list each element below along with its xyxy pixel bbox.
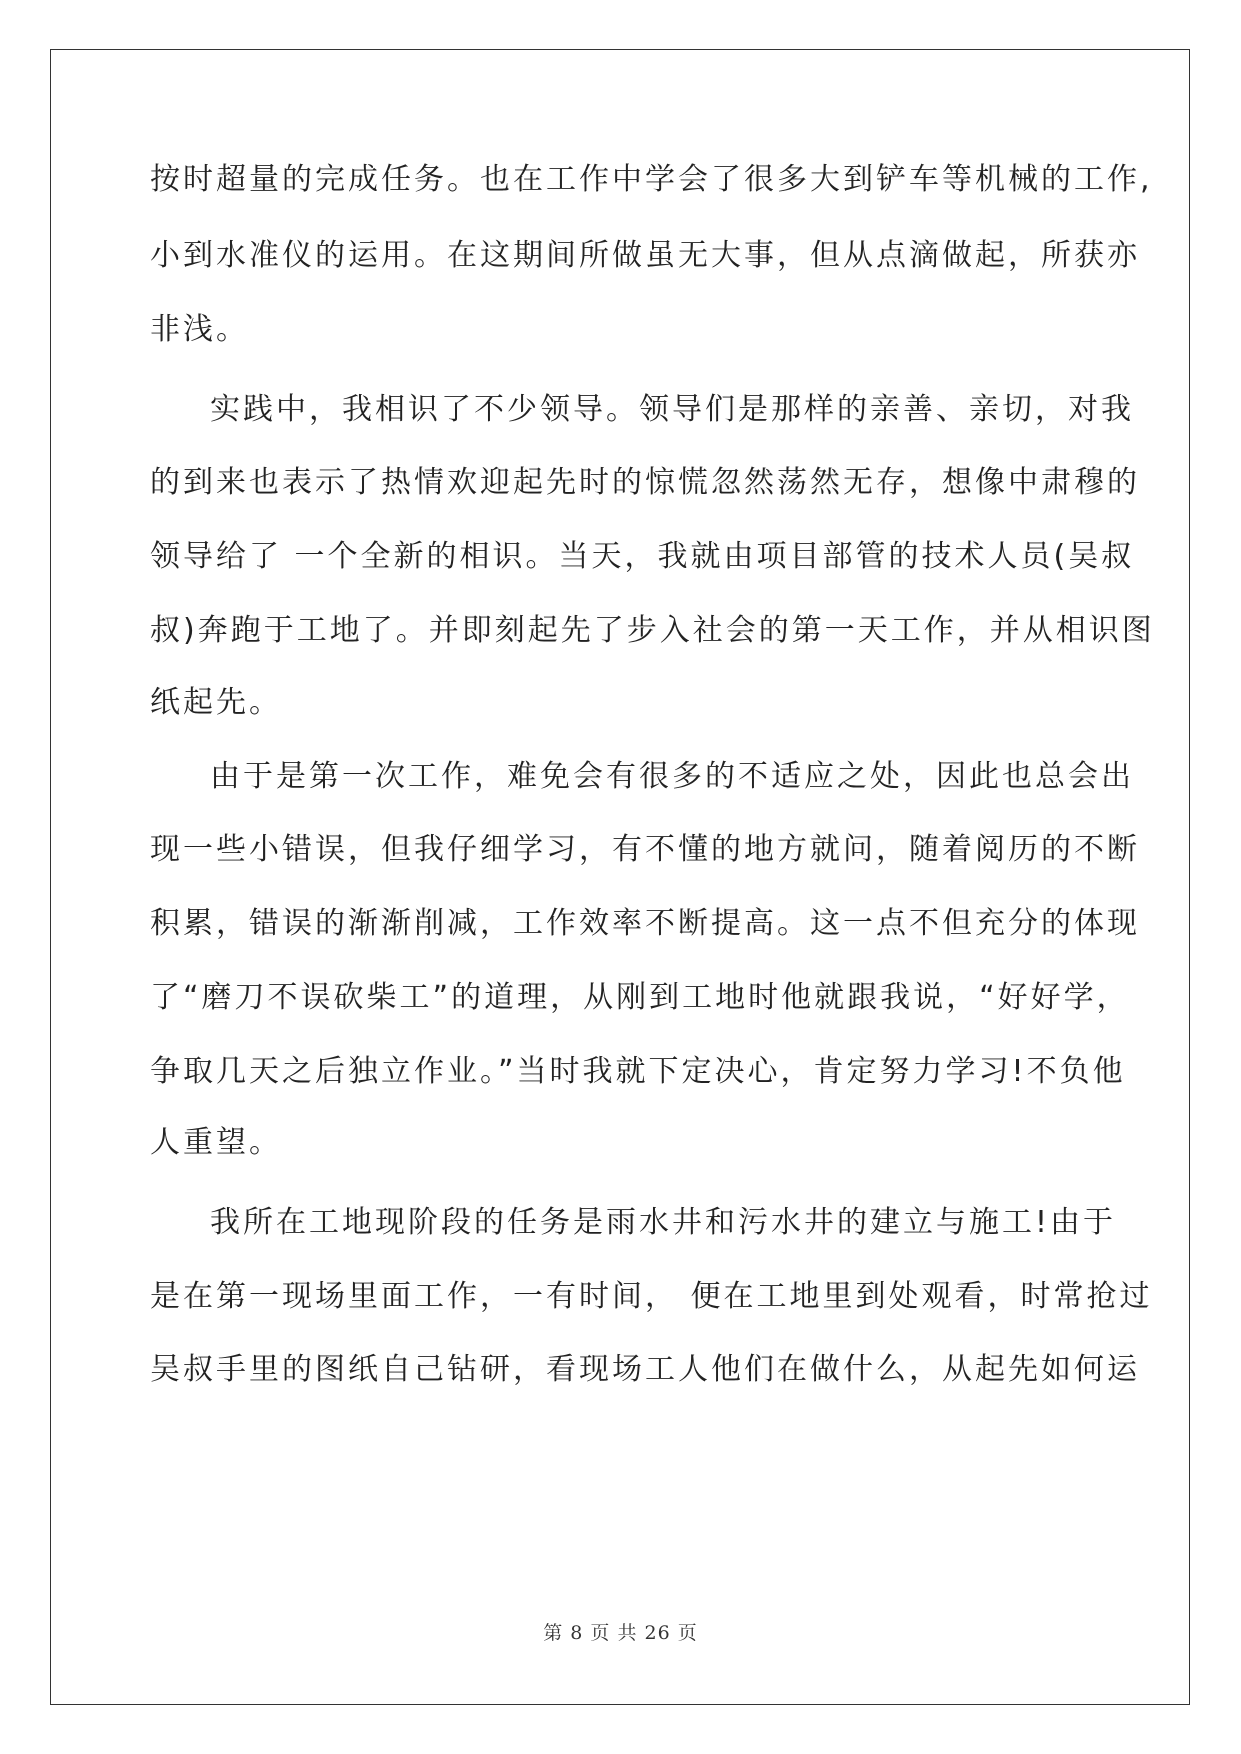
text-line: 人重望。 xyxy=(150,1125,282,1160)
text-line: 小到水准仪的运用。在这期间所做虽无大事，但从点滴做起，所获亦 xyxy=(150,238,1140,273)
text-line: 争取几天之后独立作业。”当时我就下定决心，肯定努力学习!不负他 xyxy=(150,1054,1126,1089)
paragraph-first-line: 实践中，我相识了不少领导。领导们是那样的亲善、亲切，对我 xyxy=(210,392,1134,427)
page-number-footer: 第 8 页 共 26 页 xyxy=(543,1622,698,1644)
text-line: 领导给了 一个全新的相识。当天，我就由项目部管的技术人员(吴叔 xyxy=(150,539,1135,574)
paragraph-first-line: 由于是第一次工作，难免会有很多的不适应之处，因此也总会出 xyxy=(210,759,1134,794)
text-line: 非浅。 xyxy=(150,312,249,347)
text-line: 了“磨刀不误砍柴工”的道理，从刚到工地时他就跟我说，“好好学， xyxy=(150,980,1130,1015)
text-line: 吴叔手里的图纸自己钻研，看现场工人他们在做什么，从起先如何运 xyxy=(150,1352,1140,1387)
text-line: 按时超量的完成任务。也在工作中学会了很多大到铲车等机械的工作, xyxy=(150,162,1153,197)
text-line: 的到来也表示了热情欢迎起先时的惊慌忽然荡然无存，想像中肃穆的 xyxy=(150,465,1140,500)
text-line: 叔)奔跑于工地了。并即刻起先了步入社会的第一天工作，并从相识图 xyxy=(150,613,1155,648)
text-line: 是在第一现场里面工作，一有时间， 便在工地里到处观看，时常抢过 xyxy=(150,1279,1153,1314)
text-line: 现一些小错误，但我仔细学习，有不懂的地方就问，随着阅历的不断 xyxy=(150,832,1140,867)
page-border xyxy=(50,49,1190,1705)
text-line: 纸起先。 xyxy=(150,685,282,720)
paragraph-first-line: 我所在工地现阶段的任务是雨水井和污水井的建立与施工!由于 xyxy=(210,1205,1117,1240)
text-line: 积累，错误的渐渐削减，工作效率不断提高。这一点不但充分的体现 xyxy=(150,906,1140,941)
